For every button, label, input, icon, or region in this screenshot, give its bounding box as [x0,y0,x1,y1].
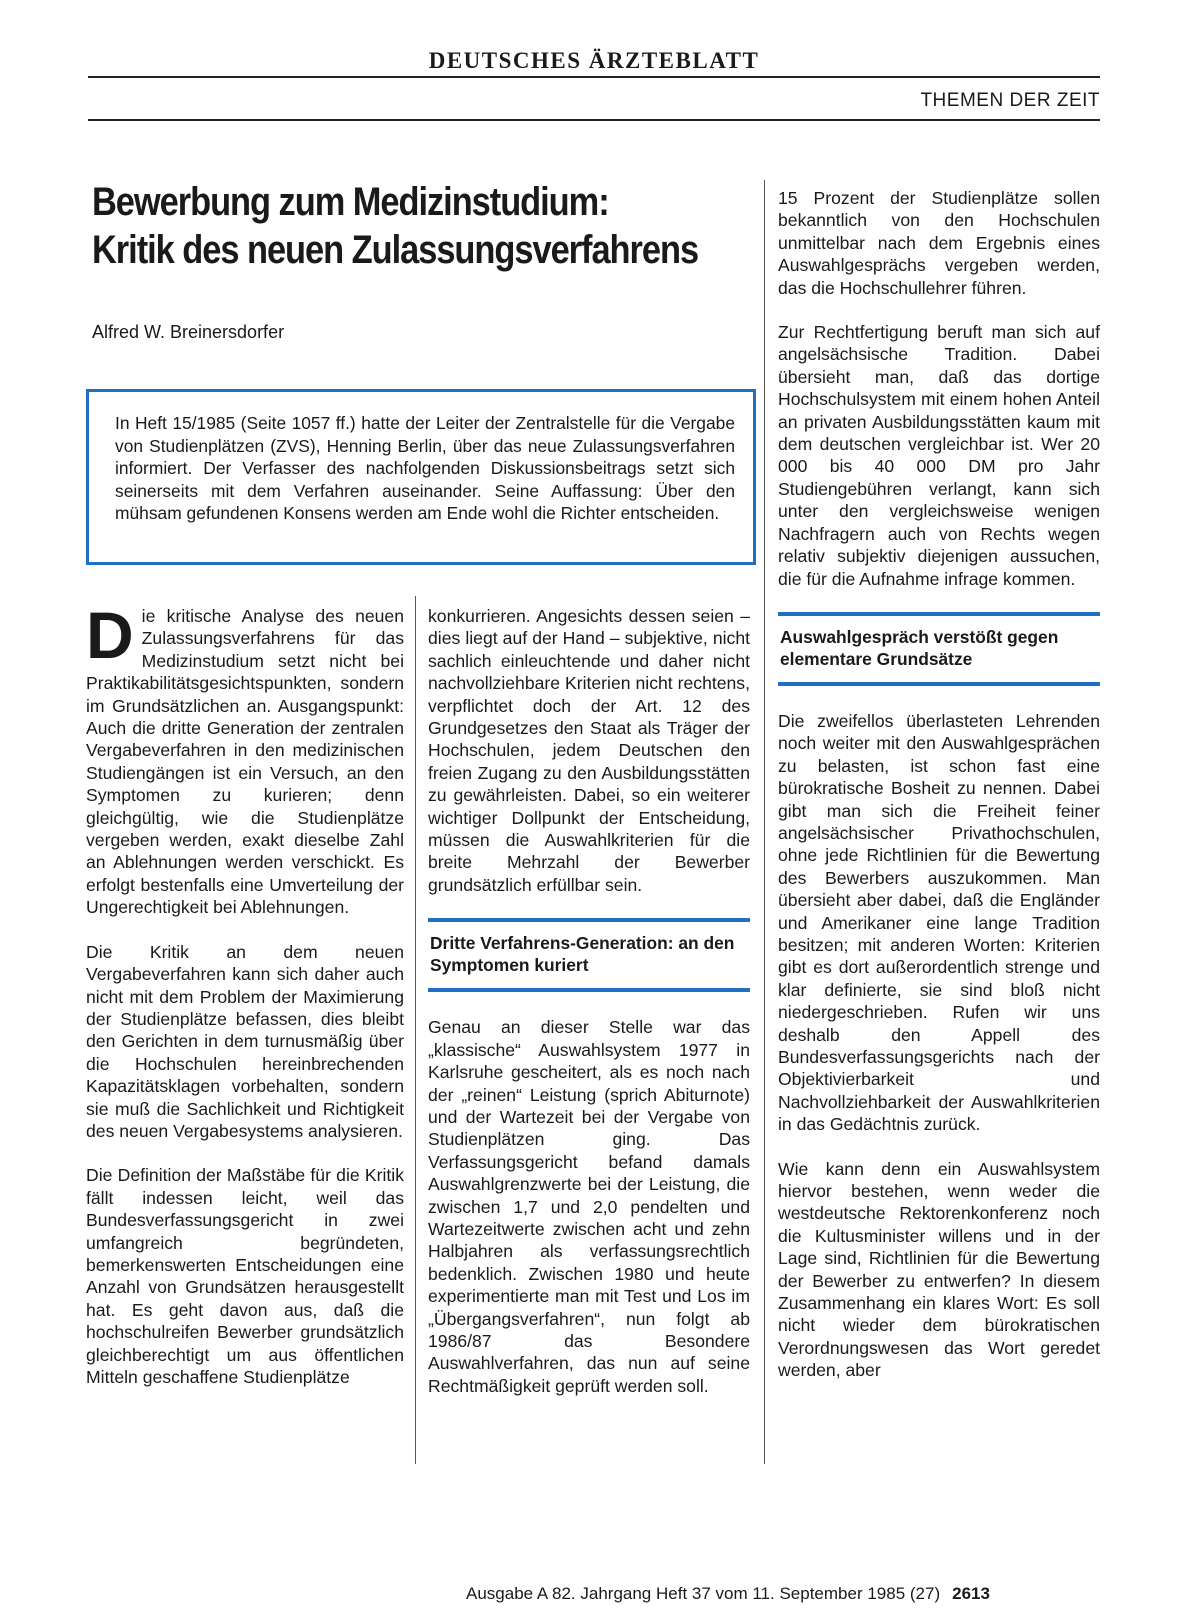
paragraph: 15 Prozent der Studienplätze sollen bekanntlich von den Hochschulen unmittelbar nach dem Ergebnis eines Auswahlgesprächs vergeben werden, das die Hochschullehrer führen. [778,188,1100,298]
paragraph: Die zweifellos überlasteten Lehrenden noch weiter mit den Auswahlgesprächen zu belasten, ist schon fast eine bürokratische Bosheit zu nennen. Dabei gibt man sich die Freiheit feiner angelsächsischer Privathochschulen, ohne jede Richtlinien für die Bewertung des Bewerbers auszukommen. Man übersieht aber dabei, daß die Engländer und Amerikaner eine lange Tradition besitzen; mit anderen Worten: Kriterien gibt es dort außerordentlich strenge und klar definierte, sie sind bloß nicht niedergeschrieben. Rufen wir uns deshalb den Appell des Bundesverfassungsgerichts nach der Objektivierbarkeit und Nachvollziehbarkeit der Auswahlkriterien in das Gedächtnis zurück. [778,710,1100,1135]
column-divider [764,180,765,1464]
column-divider [415,596,416,1464]
article-title [92,178,699,274]
masthead: DEUTSCHES ÄRZTEBLATT [428,48,760,73]
column-1 [86,598,404,1410]
paragraph: Die Kritik an dem neuen Vergabeverfahren kann sich daher auch nicht mit dem Problem der Maximierung der Studienplätze befassen, dies bleibt den Gerichten in dem turnusmäßig über die Hochschulen hereinbrechenden Kapazitätsklagen vorbehalten, sondern sie muß die Sachlichkeit und Richtigkeit des neuen Vergabesystems analysieren. [86,941,404,1141]
paragraph: konkurrieren. Angesichts dessen seien – dies liegt auf der Hand – subjektive, nicht sachlich einleuchtende und daher nicht nachvollziehbare Kriterien nicht rechtens, verpflichtet doch der Art. 12 des Grundgesetzes den Staat als Träger der Hochschulen, jedem Deutschen den freien Zugang zu den Ausbildungsstätten zu gewährleisten. Dabei, so ein weiterer wichtiger Dollpunkt der Entscheidung, müssen die Auswahlkriterien für die breite Mehrzahl der Bewerber grundsätzlich erfüllbar sein. [428,606,750,895]
paragraph: Genau an dieser Stelle war das „klassische“ Auswahlsystem 1977 in Karlsruhe gescheitert, als es noch nach der „reinen“ Leistung (sprich Abiturnote) und der Wartezeit bei der Vergabe von Studienplätzen ging. Das Verfassungsgericht befand damals Auswahlgrenzwerte bei der Leistung, die zwischen 1,7 und 2,0 pendelten und Wartezeitwerte zwischen acht und zehn Halbjahren als verfassungsrechtlich bedenklich. Zwischen 1980 und heute experimentierte man mit Test und Los im „Übergangsverfahren“, nun folgt ab 1986/87 das Besondere Auswahlverfahren, das nun auf seine Rechtmäßigkeit geprüft werden soll. [428,1017,750,1396]
column-3 [778,187,1100,1404]
subheading: Auswahlgespräch verstößt gegen elementare Grundsätze [778,612,1100,686]
lead-box [86,389,756,565]
drop-cap: D [86,598,134,672]
paragraph: Wie kann denn ein Auswahlsystem hiervor bestehen, wenn weder die westdeutsche Rektorenkonferenz noch die Kultusminister willens und in der Lage sind, Richtlinien für die Bewertung der Bewerber zu entwerfen? In diesem Zusammenhang ein klares Wort: Es soll nicht wieder dem bürokratischen Verordnungswesen das Wort geredet werden, aber [778,1158,1100,1381]
author: Alfred W. Breinersdorfer [92,322,285,342]
page-number: 2613 [952,1584,990,1603]
header-rule [88,119,1100,121]
section-label: THEMEN DER ZEIT [920,90,1100,111]
lead-text: In Heft 15/1985 (Seite 1057 ff.) hatte der Leiter der Zentralstelle für die Vergabe von Studienplätzen (ZVS), Henning Berlin, über das neue Zulassungsverfahren informiert. Der Verfasser des nachfolgenden Diskussionsbeitrags setzt sich seinerseits mit dem Verfahren auseinander. Seine Auffassung: Über den mühsam gefundenen Konsens werden am Ende wohl die Richter entscheiden. [115,413,735,524]
column-2 [428,605,750,1419]
title-line-1: Bewerbung zum Medizinstudium: [92,180,609,224]
subheading: Dritte Verfahrens-Generation: an den Symptomen kuriert [428,918,750,992]
paragraph: Die Definition der Maßstäbe für die Kritik fällt indessen leicht, weil das Bundesverfassungsgericht in zwei umfangreich begründeten, bemerkenswerten Entscheidungen eine Anzahl von Grundsätzen herausgestellt hat. Es geht davon aus, daß die hochschulreifen Bewerber grundsätzlich gleichberechtigt um aus öffentlichen Mitteln geschaffene Studienplätze [86,1165,404,1387]
title-line-2: Kritik des neuen Zulassungsverfahrens [92,228,699,272]
footer [466,1584,990,1604]
issue-info: Ausgabe A 82. Jahrgang Heft 37 vom 11. September 1985 (27) [466,1584,941,1603]
paragraph: Zur Rechtfertigung beruft man sich auf angelsächsische Tradition. Dabei übersieht man, daß das dortige Hochschulsystem mit einem hohen Anteil an privaten Ausbildungsstätten kaum mit dem deutschen vergleichbar ist. Wer 20 000 bis 40 000 DM pro Jahr Studiengebühren verlangt, kann sich unter den vergleichsweise wenigen Nachfragern auch von Rechts wegen relativ subjektiv diejenigen aussuchen, die für die Aufnahme infrage kommen. [778,322,1100,589]
paragraph-text: ie kritische Analyse des neuen Zulassungsverfahrens für das Medizinstudium setzt nicht bei Praktikabilitätsgesichtspunkten, sondern im Grundsätzlichen an. Ausgangspunkt: Auch die dritte Generation der zentralen Vergabeverfahren in den medizinischen Studiengängen ist ein Versuch, an den Symptomen zu kurieren; denn gleichgültig, wie die Studienplätze vergeben werden, exakt dieselbe Zahl an Ablehnungen werden verschickt. Es erfolgt bestenfalls eine Umverteilung der Ungerechtigkeit bei Ablehnungen. [86,606,404,918]
masthead-rule [88,76,1100,78]
paragraph [86,598,404,919]
